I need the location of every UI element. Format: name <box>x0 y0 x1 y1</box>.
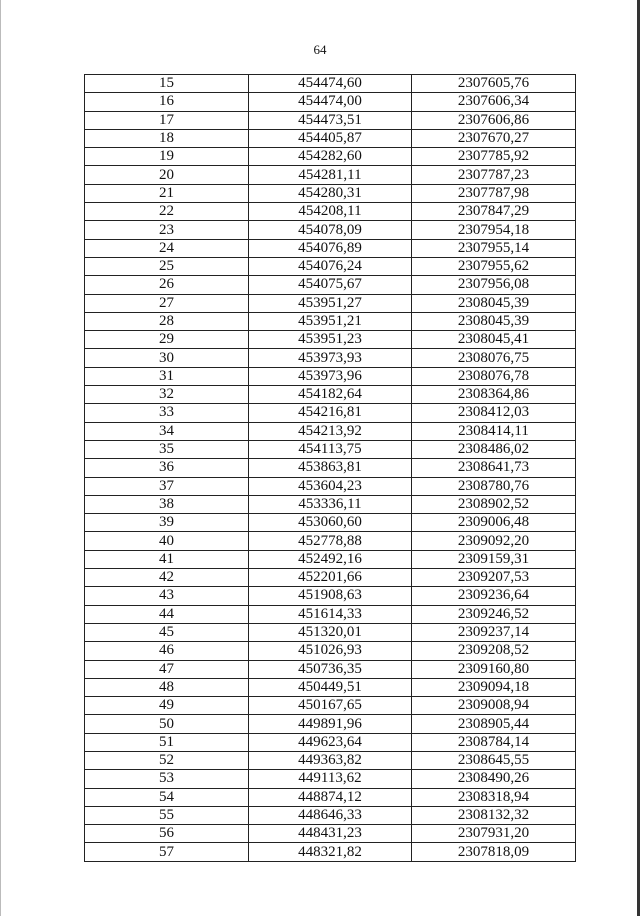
point-number-cell: 54 <box>85 788 249 806</box>
y-coordinate-cell: 2308412,03 <box>412 404 576 422</box>
x-coordinate-cell: 449891,96 <box>249 715 412 733</box>
y-coordinate-cell: 2308905,44 <box>412 715 576 733</box>
y-coordinate-cell: 2308076,78 <box>412 367 576 385</box>
x-coordinate-cell: 449113,62 <box>249 770 412 788</box>
table-row <box>85 642 576 660</box>
y-coordinate-cell: 2309159,31 <box>412 550 576 568</box>
point-number-cell: 42 <box>85 569 249 587</box>
point-number-cell: 48 <box>85 678 249 696</box>
point-number-cell: 19 <box>85 148 249 166</box>
x-coordinate-cell: 450449,51 <box>249 678 412 696</box>
point-number-cell: 20 <box>85 166 249 184</box>
x-coordinate-cell: 454405,87 <box>249 129 412 147</box>
table-row <box>85 623 576 641</box>
x-coordinate-cell: 454076,24 <box>249 257 412 275</box>
y-coordinate-cell: 2309236,64 <box>412 587 576 605</box>
point-number-cell: 21 <box>85 184 249 202</box>
y-coordinate-cell: 2308784,14 <box>412 733 576 751</box>
y-coordinate-cell: 2308645,55 <box>412 751 576 769</box>
y-coordinate-cell: 2309246,52 <box>412 605 576 623</box>
table-row <box>85 697 576 715</box>
y-coordinate-cell: 2307787,23 <box>412 166 576 184</box>
table-row <box>85 825 576 843</box>
y-coordinate-cell: 2308902,52 <box>412 495 576 513</box>
y-coordinate-cell: 2308414,11 <box>412 422 576 440</box>
x-coordinate-cell: 454474,60 <box>249 75 412 93</box>
x-coordinate-cell: 453060,60 <box>249 514 412 532</box>
y-coordinate-cell: 2309092,20 <box>412 532 576 550</box>
y-coordinate-cell: 2308132,32 <box>412 806 576 824</box>
table-row <box>85 569 576 587</box>
table-row <box>85 111 576 129</box>
x-coordinate-cell: 453973,93 <box>249 349 412 367</box>
x-coordinate-cell: 454208,11 <box>249 203 412 221</box>
table-row <box>85 806 576 824</box>
y-coordinate-cell: 2307931,20 <box>412 825 576 843</box>
y-coordinate-cell: 2307787,98 <box>412 184 576 202</box>
table-row <box>85 386 576 404</box>
table-row <box>85 75 576 93</box>
y-coordinate-cell: 2309237,14 <box>412 623 576 641</box>
x-coordinate-cell: 454078,09 <box>249 221 412 239</box>
y-coordinate-cell: 2309094,18 <box>412 678 576 696</box>
point-number-cell: 32 <box>85 386 249 404</box>
x-coordinate-cell: 453863,81 <box>249 459 412 477</box>
x-coordinate-cell: 454281,11 <box>249 166 412 184</box>
point-number-cell: 34 <box>85 422 249 440</box>
y-coordinate-cell: 2307605,76 <box>412 75 576 93</box>
point-number-cell: 40 <box>85 532 249 550</box>
point-number-cell: 36 <box>85 459 249 477</box>
point-number-cell: 56 <box>85 825 249 843</box>
point-number-cell: 24 <box>85 239 249 257</box>
table-row <box>85 605 576 623</box>
y-coordinate-cell: 2308045,39 <box>412 294 576 312</box>
x-coordinate-cell: 454473,51 <box>249 111 412 129</box>
x-coordinate-cell: 453973,96 <box>249 367 412 385</box>
table-row <box>85 221 576 239</box>
point-number-cell: 51 <box>85 733 249 751</box>
x-coordinate-cell: 453951,21 <box>249 312 412 330</box>
table-row <box>85 184 576 202</box>
x-coordinate-cell: 449623,64 <box>249 733 412 751</box>
x-coordinate-cell: 453336,11 <box>249 495 412 513</box>
y-coordinate-cell: 2307955,62 <box>412 257 576 275</box>
point-number-cell: 16 <box>85 93 249 111</box>
point-number-cell: 55 <box>85 806 249 824</box>
point-number-cell: 49 <box>85 697 249 715</box>
table-row <box>85 294 576 312</box>
table-row <box>85 203 576 221</box>
x-coordinate-cell: 454474,00 <box>249 93 412 111</box>
y-coordinate-cell: 2307954,18 <box>412 221 576 239</box>
point-number-cell: 50 <box>85 715 249 733</box>
y-coordinate-cell: 2309208,52 <box>412 642 576 660</box>
point-number-cell: 52 <box>85 751 249 769</box>
point-number-cell: 26 <box>85 276 249 294</box>
point-number-cell: 53 <box>85 770 249 788</box>
table-row <box>85 422 576 440</box>
x-coordinate-cell: 450736,35 <box>249 660 412 678</box>
table-row <box>85 495 576 513</box>
point-number-cell: 41 <box>85 550 249 568</box>
x-coordinate-cell: 453951,23 <box>249 331 412 349</box>
point-number-cell: 22 <box>85 203 249 221</box>
table-row <box>85 459 576 477</box>
table-row <box>85 257 576 275</box>
y-coordinate-cell: 2307606,34 <box>412 93 576 111</box>
point-number-cell: 18 <box>85 129 249 147</box>
y-coordinate-cell: 2308318,94 <box>412 788 576 806</box>
point-number-cell: 17 <box>85 111 249 129</box>
point-number-cell: 45 <box>85 623 249 641</box>
x-coordinate-cell: 452778,88 <box>249 532 412 550</box>
x-coordinate-cell: 453951,27 <box>249 294 412 312</box>
point-number-cell: 31 <box>85 367 249 385</box>
point-number-cell: 37 <box>85 477 249 495</box>
coordinates-table-body <box>85 75 576 862</box>
y-coordinate-cell: 2307955,14 <box>412 239 576 257</box>
x-coordinate-cell: 454282,60 <box>249 148 412 166</box>
x-coordinate-cell: 450167,65 <box>249 697 412 715</box>
table-row <box>85 166 576 184</box>
point-number-cell: 23 <box>85 221 249 239</box>
table-row <box>85 660 576 678</box>
table-row <box>85 715 576 733</box>
point-number-cell: 38 <box>85 495 249 513</box>
table-row <box>85 751 576 769</box>
point-number-cell: 33 <box>85 404 249 422</box>
x-coordinate-cell: 452201,66 <box>249 569 412 587</box>
x-coordinate-cell: 451026,93 <box>249 642 412 660</box>
y-coordinate-cell: 2307956,08 <box>412 276 576 294</box>
x-coordinate-cell: 448646,33 <box>249 806 412 824</box>
table-row <box>85 532 576 550</box>
y-coordinate-cell: 2309006,48 <box>412 514 576 532</box>
x-coordinate-cell: 451908,63 <box>249 587 412 605</box>
table-row <box>85 843 576 861</box>
x-coordinate-cell: 454113,75 <box>249 440 412 458</box>
x-coordinate-cell: 454182,64 <box>249 386 412 404</box>
x-coordinate-cell: 454076,89 <box>249 239 412 257</box>
y-coordinate-cell: 2308641,73 <box>412 459 576 477</box>
x-coordinate-cell: 448874,12 <box>249 788 412 806</box>
scan-left-edge <box>0 0 1 916</box>
y-coordinate-cell: 2308045,41 <box>412 331 576 349</box>
table-row <box>85 440 576 458</box>
x-coordinate-cell: 452492,16 <box>249 550 412 568</box>
x-coordinate-cell: 454075,67 <box>249 276 412 294</box>
table-row <box>85 93 576 111</box>
table-row <box>85 770 576 788</box>
x-coordinate-cell: 454216,81 <box>249 404 412 422</box>
point-number-cell: 44 <box>85 605 249 623</box>
table-row <box>85 477 576 495</box>
table-row <box>85 514 576 532</box>
table-row <box>85 148 576 166</box>
y-coordinate-cell: 2309008,94 <box>412 697 576 715</box>
table-row <box>85 276 576 294</box>
point-number-cell: 35 <box>85 440 249 458</box>
point-number-cell: 39 <box>85 514 249 532</box>
x-coordinate-cell: 451614,33 <box>249 605 412 623</box>
x-coordinate-cell: 454213,92 <box>249 422 412 440</box>
y-coordinate-cell: 2308364,86 <box>412 386 576 404</box>
y-coordinate-cell: 2307818,09 <box>412 843 576 861</box>
y-coordinate-cell: 2308045,39 <box>412 312 576 330</box>
point-number-cell: 29 <box>85 331 249 349</box>
table-row <box>85 678 576 696</box>
point-number-cell: 28 <box>85 312 249 330</box>
y-coordinate-cell: 2309207,53 <box>412 569 576 587</box>
point-number-cell: 25 <box>85 257 249 275</box>
x-coordinate-cell: 451320,01 <box>249 623 412 641</box>
point-number-cell: 57 <box>85 843 249 861</box>
x-coordinate-cell: 448321,82 <box>249 843 412 861</box>
table-row <box>85 587 576 605</box>
table-row <box>85 788 576 806</box>
table-row <box>85 312 576 330</box>
x-coordinate-cell: 454280,31 <box>249 184 412 202</box>
coordinates-table <box>84 74 576 862</box>
table-row <box>85 367 576 385</box>
point-number-cell: 15 <box>85 75 249 93</box>
table-row <box>85 733 576 751</box>
table-row <box>85 404 576 422</box>
x-coordinate-cell: 453604,23 <box>249 477 412 495</box>
table-row <box>85 550 576 568</box>
y-coordinate-cell: 2308780,76 <box>412 477 576 495</box>
y-coordinate-cell: 2307670,27 <box>412 129 576 147</box>
y-coordinate-cell: 2307785,92 <box>412 148 576 166</box>
y-coordinate-cell: 2309160,80 <box>412 660 576 678</box>
point-number-cell: 43 <box>85 587 249 605</box>
x-coordinate-cell: 448431,23 <box>249 825 412 843</box>
point-number-cell: 46 <box>85 642 249 660</box>
point-number-cell: 30 <box>85 349 249 367</box>
y-coordinate-cell: 2307606,86 <box>412 111 576 129</box>
table-row <box>85 331 576 349</box>
x-coordinate-cell: 449363,82 <box>249 751 412 769</box>
point-number-cell: 47 <box>85 660 249 678</box>
table-row <box>85 129 576 147</box>
y-coordinate-cell: 2308076,75 <box>412 349 576 367</box>
y-coordinate-cell: 2307847,29 <box>412 203 576 221</box>
y-coordinate-cell: 2308490,26 <box>412 770 576 788</box>
table-row <box>85 239 576 257</box>
y-coordinate-cell: 2308486,02 <box>412 440 576 458</box>
page-number: 64 <box>313 42 327 57</box>
point-number-cell: 27 <box>85 294 249 312</box>
table-row <box>85 349 576 367</box>
